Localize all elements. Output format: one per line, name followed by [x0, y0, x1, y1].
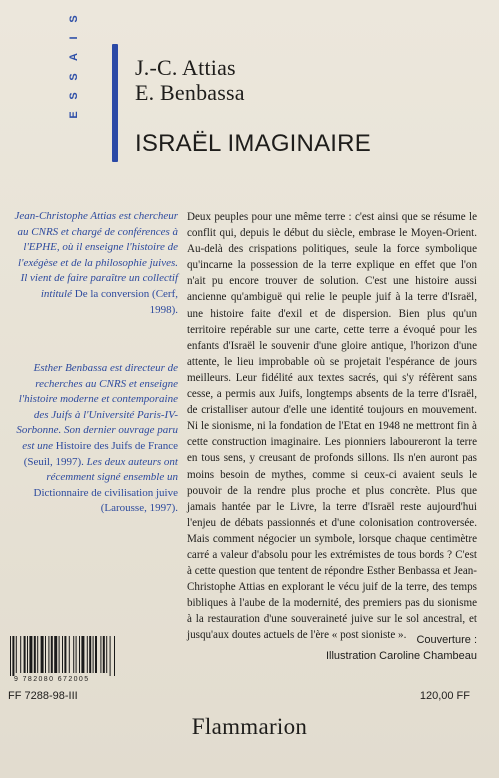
- bio-segment: Jean-Christophe Attias est chercheur au CNRS et chargé de conférences à l'EPHE, où il enseigne l'histoire de l'exégèse et de la philosophie juives. Il vient de faire paraître un collectif intitulé: [14, 210, 178, 300]
- publisher-name: Flammarion: [191, 714, 308, 739]
- cover-credit-artist: Illustration Caroline Chambeau: [325, 650, 477, 662]
- bio-segment: De la conversion (Cerf, 1998).: [74, 287, 178, 316]
- barcode-bar: [64, 636, 66, 673]
- barcode-bar: [48, 636, 49, 673]
- bio-segment: Les deux auteurs ont récemment signé ensemble un: [46, 455, 178, 484]
- barcode-bar: [34, 636, 36, 673]
- barcode-bar: [79, 636, 80, 673]
- series-letter: I: [68, 36, 80, 40]
- barcode-bar: [76, 636, 77, 673]
- barcode-bar: [62, 636, 63, 673]
- barcode-bar: [10, 636, 11, 676]
- barcode-bar: [89, 636, 91, 673]
- book-title: ISRAËL IMAGINAIRE: [135, 130, 371, 157]
- series-letter: E: [68, 111, 80, 119]
- barcode-bar: [12, 636, 14, 676]
- authors: [135, 55, 245, 105]
- barcode-bar: [69, 636, 70, 673]
- barcode-bar: [93, 636, 94, 673]
- series-label-essais: [66, 12, 82, 122]
- author-bio-attias: [10, 209, 178, 318]
- barcode-bar: [54, 636, 57, 673]
- series-letter: S: [68, 92, 80, 100]
- price: 120,00 FF: [419, 690, 470, 702]
- bio-segment: Esther Benbassa est directeur de recherches au CNRS et enseigne l'histoire moderne et contemporaine des Juifs à l'Université Paris-IV-Sorbonne. Son dernier ouvrage paru est une: [16, 362, 178, 452]
- blurb-text: Deux peuples pour une même terre : c'est ainsi que se résume le conflit qui, depuis le début du siècle, embrase le Moyen-Orient. Au-delà des crispations politiques, seule la force symbolique qu'incarne la possession de la terre explique en effet que l'on n'ait pu encore trouver de solution. C'est une histoire aussi ancienne qu'ambiguë qui relie le peuple juif à la terre d'Israël, une histoire faite d'exil et de dispersion. Bien plus qu'un territoire repérable sur une carte, cette terre a évoqué pour les enfants d'Israël le souvenir d'une gloire antique, l'horizon d'une attente, le lieu improbable où se projetait l'espérance de jours meilleurs. Leur fidélité aux textes sacrés, qui s'y réfèrent sans cesse, a permis aux Juifs, longtemps absents de la terre d'Israël, de cristalliser autour d'elle une identité toujours en mouvement. Ni le sionisme, ni la fondation de l'Etat en 1948 ne mettront fin à cette construction imaginaire. Les pionniers laboureront la terre en tous sens, y creusant de profonds sillons. Ils n'en auront pas moins besoin de mythes, comme si ceux-ci avaient seuls le pouvoir de la rendre plus proche et plus concrète. Plus que jamais hantée par le Livre, la terre d'Israël reste aujourd'hui l'enjeu de débats passionnés et d'une colonisation controversée. Mais comment négocier un symbole, lorsque chaque centimètre carré a valeur d'absolu pour les extrémistes de tous bords ? C'est à cette question que tentent de répondre Esther Benbassa et Jean-Christophe Attias en explorant le vécu juif de la terre, des temps bibliques à l'aube de la modernité, des premiers pas du sionisme à la restauration d'une souveraineté juive sur le sol ancestral, et jusqu'aux doutes actuels de l'ère « post sioniste ».: [187, 211, 477, 642]
- barcode-bar: [81, 636, 84, 673]
- bio-segment: Histoire des Juifs de France (Seuil, 1997).: [23, 439, 178, 468]
- series-letter: S: [68, 15, 80, 23]
- barcode-bar: [114, 636, 115, 676]
- barcode-bar: [37, 636, 38, 673]
- barcode-bar: [100, 636, 101, 673]
- barcode: [8, 636, 154, 676]
- barcode-bar: [51, 636, 53, 673]
- series-letter: A: [68, 53, 80, 62]
- barcode-bar: [20, 636, 21, 673]
- catalog-number: FF 7288-98-III: [8, 690, 78, 702]
- author-1: J.-C. Attias: [135, 55, 236, 80]
- author-bio-benbassa: [10, 361, 178, 517]
- barcode-bar: [24, 636, 26, 673]
- cover-credit-label: Couverture :: [416, 634, 477, 646]
- barcode-bar: [41, 636, 44, 673]
- author-2: E. Benbassa: [135, 80, 245, 105]
- barcode-bar: [95, 636, 97, 673]
- barcode-number: 9 782080 672005: [14, 676, 90, 683]
- barcode-bar: [16, 636, 17, 673]
- barcode-bar: [106, 636, 107, 673]
- barcode-bar: [103, 636, 105, 673]
- barcode-bar: [110, 636, 111, 676]
- barcode-bar: [29, 636, 32, 673]
- barcode-bar: [45, 636, 46, 673]
- barcode-bar: [87, 636, 88, 673]
- bio-segment: Dictionnaire de civilisation juive (Larousse, 1997).: [33, 486, 178, 515]
- cover-credit: [326, 632, 477, 664]
- barcode-bar: [59, 636, 60, 673]
- barcode-bar: [27, 636, 28, 673]
- barcode-bar: [73, 636, 74, 673]
- series-letter: S: [68, 72, 80, 81]
- accent-bar: [112, 44, 118, 162]
